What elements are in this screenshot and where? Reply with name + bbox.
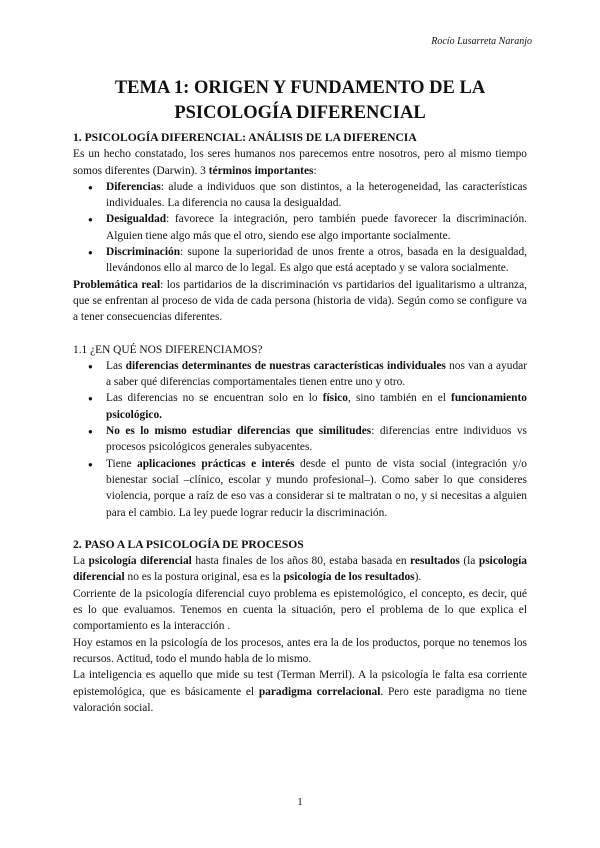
bullet-similitudes: ● No es lo mismo estudiar diferencias que similitudes: diferencias entre individuos vs procesos psicológicos generales subyacentes.	[106, 423, 527, 456]
title-line-2: PSICOLOGÍA DIFERENCIAL	[174, 103, 426, 123]
author-name: Rocío Lusarreta Naranjo	[431, 36, 532, 47]
terms-list	[73, 179, 527, 277]
title-line-1: TEMA 1: ORIGEN Y FUNDAMENTO DE LA	[114, 78, 486, 98]
differences-list	[73, 358, 527, 521]
bullet-aplicaciones: ● Tiene aplicaciones prácticas e interés desde el punto de vista social (integración y/o bienestar social –clínico, escolar y mundo profesional–). Como saber lo que consideres violencia, porque a raíz de eso vas a considerar si te maltratan o no, y si necesitas a alguien para el cambio. La ley puede lograr reducir la discriminación.	[106, 456, 527, 521]
bullet-determinantes: ● Las diferencias determinantes de nuestras características individuales nos van a ayudar a saber qué diferencias comportamentales tienen entre uno y otro.	[106, 358, 527, 391]
section-2-paragraph-1: La psicología diferencial hasta finales de los años 80, estaba basada en resultados (la psicología diferencial no es la postura original, esa es la psicología de los resultados).	[73, 555, 527, 584]
section-heading-1: 1. PSICOLOGÍA DIFERENCIAL: ANÁLISIS DE LA DIFERENCIA	[73, 131, 417, 144]
document-title	[73, 76, 527, 126]
term-desigualdad: ● Desigualdad: favorece la integración, pero también puede favorecer la discriminación. Alguien tiene algo más que el otro, siendo ese algo importante socialmente.	[106, 211, 527, 244]
section-1-intro: Es un hecho constatado, los seres humanos nos parecemos entre nosotros, pero al mismo tiempo somos diferentes (Darwin). 3 términos importantes:	[73, 148, 527, 177]
problematica-paragraph: Problemática real: los partidarios de la discriminación vs partidarios del igualitarismo a ultranza, que se enfrentan al proceso de vida de cada persona (historia de vida). Según como se configure va a tener consecuencias diferentes.	[73, 278, 527, 324]
section-2-paragraph-4: La inteligencia es aquello que mide su test (Terman Merril). A la psicología le falta esa corriente epistemológica, que es básicamente el paradigma correlacional. Pero este paradigma no tiene valoración social.	[73, 669, 527, 714]
page-number: 1	[297, 796, 303, 808]
term-diferencias: ● Diferencias: alude a individuos que son distintos, a la heterogeneidad, las características individuales. La diferencia no causa la desigualdad.	[106, 179, 527, 212]
document-body	[73, 130, 527, 716]
section-2-paragraph-2: Corriente de la psicología diferencial cuyo problema es epistemológico, el concepto, es decir, qué es lo que evaluamos. Tenemos en cuenta la situación, pero el problema de lo que explica el comportamiento es la interacción .	[73, 587, 527, 633]
section-heading-2: 2. PASO A LA PSICOLOGÍA DE PROCESOS	[73, 537, 304, 551]
bullet-fisico: ● Las diferencias no se encuentran solo en lo físico, sino también en el funcionamiento psicológico.	[106, 390, 527, 423]
section-heading-1-1: 1.1 ¿EN QUÉ NOS DIFERENCIAMOS?	[73, 343, 263, 356]
term-discriminacion: ● Discriminación: supone la superioridad de unos frente a otros, basada en la desigualdad, llevándonos ello al marco de lo legal. Es algo que está aceptado y se valora socialmente.	[106, 244, 527, 277]
section-2-paragraph-3: Hoy estamos en la psicología de los procesos, antes era la de los productos, porque no tenemos los recursos. Actitud, todo el mundo habla de lo mismo.	[73, 636, 527, 665]
